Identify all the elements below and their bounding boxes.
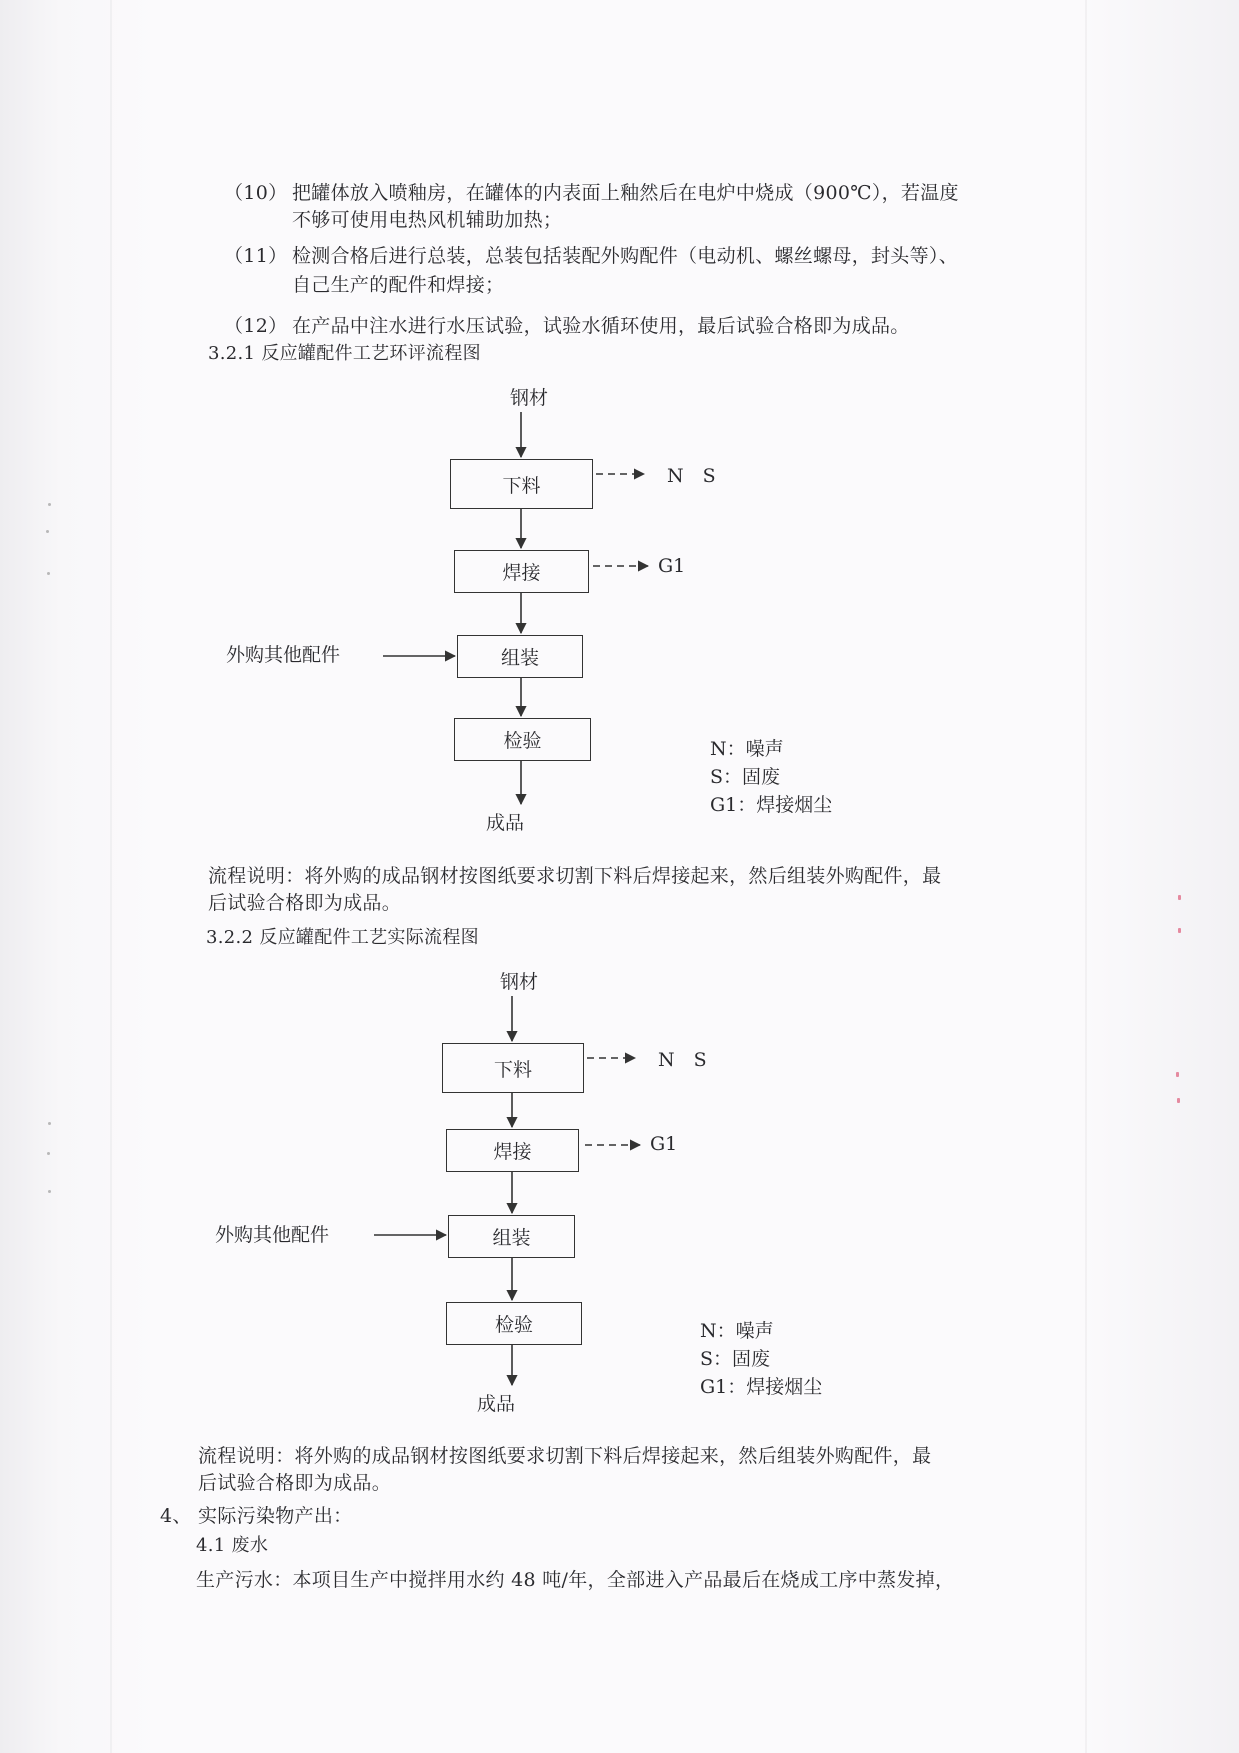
flow1-side-input-purchased-parts: 外购其他配件 [226,644,341,666]
flow2-side-input-purchased-parts: 外购其他配件 [215,1224,330,1246]
scan-speck [48,1190,51,1193]
flow1-node-inspection: 检验 [454,718,591,761]
flow2-description-line1: 流程说明：将外购的成品钢材按图纸要求切割下料后焊接起来，然后组装外购配件，最 [198,1445,932,1467]
section-3-2-2-heading: 3.2.2 反应罐配件工艺实际流程图 [206,927,479,948]
scan-speck [1178,928,1181,933]
legend-item-noise: N：噪声 [700,1320,774,1342]
step-text: 在产品中注水进行水压试验，试验水循环使用，最后试验合格即为成品。 [292,315,910,337]
step-text: 把罐体放入喷釉房，在罐体的内表面上釉然后在电炉中烧成（900℃），若温度 [292,182,959,204]
flow2-description-line2: 后试验合格即为成品。 [198,1472,392,1494]
flow2-node-cutting: 下料 [442,1043,584,1093]
scan-speck [1177,1098,1180,1103]
step-number: （12） [224,315,288,337]
section-3-2-1-heading: 3.2.1 反应罐配件工艺环评流程图 [208,343,481,364]
section-4-1-heading: 4.1 废水 [196,1535,269,1556]
step-number: （11） [224,245,288,267]
flow1-emission-g1: G1 [658,555,686,577]
step-11-continued: 自己生产的配件和焊接； [292,274,505,296]
flow1-description-line2: 后试验合格即为成品。 [208,892,402,914]
flow1-emission-noise-solid: N S [667,465,716,487]
flow2-node-assembly: 组装 [448,1215,575,1258]
flow2-output-product: 成品 [477,1393,516,1415]
flow1-node-cutting: 下料 [450,459,593,509]
scan-speck [48,503,51,506]
section-4-heading: 4、 实际污染物产出： [160,1505,353,1527]
legend-item-solid-waste: S：固废 [700,1348,771,1370]
flow1-node-assembly: 组装 [457,635,583,678]
flow1-description-line1: 流程说明：将外购的成品钢材按图纸要求切割下料后焊接起来，然后组装外购配件，最 [208,865,942,887]
flow1-node-welding: 焊接 [454,550,589,593]
flow2-node-welding: 焊接 [446,1129,579,1172]
scan-speck [46,530,49,533]
flow2-emission-noise-solid: N S [658,1049,707,1071]
flow1-input-steel: 钢材 [510,387,549,409]
legend-item-noise: N：噪声 [710,738,784,760]
flow2-node-inspection: 检验 [446,1302,582,1345]
flow2-emission-g1: G1 [650,1133,678,1155]
wastewater-paragraph: 生产污水：本项目生产中搅拌用水约 48 吨/年，全部进入产品最后在烧成工序中蒸发掉， [196,1569,955,1591]
scan-speck [1178,895,1181,900]
step-number: （10） [224,182,288,204]
step-10-continued: 不够可使用电热风机辅助加热； [292,209,563,231]
scan-speck [47,1152,50,1155]
flow2-input-steel: 钢材 [500,971,539,993]
legend-item-solid-waste: S：固废 [710,766,781,788]
scan-speck [48,1122,51,1125]
legend-item-welding-fume: G1：焊接烟尘 [710,794,833,816]
scan-speck [1176,1072,1179,1077]
legend-item-welding-fume: G1：焊接烟尘 [700,1376,823,1398]
flow1-output-product: 成品 [486,812,525,834]
scan-speck [47,572,50,575]
step-text: 检测合格后进行总装，总装包括装配外购配件（电动机、螺丝螺母，封头等）、 [292,245,959,267]
